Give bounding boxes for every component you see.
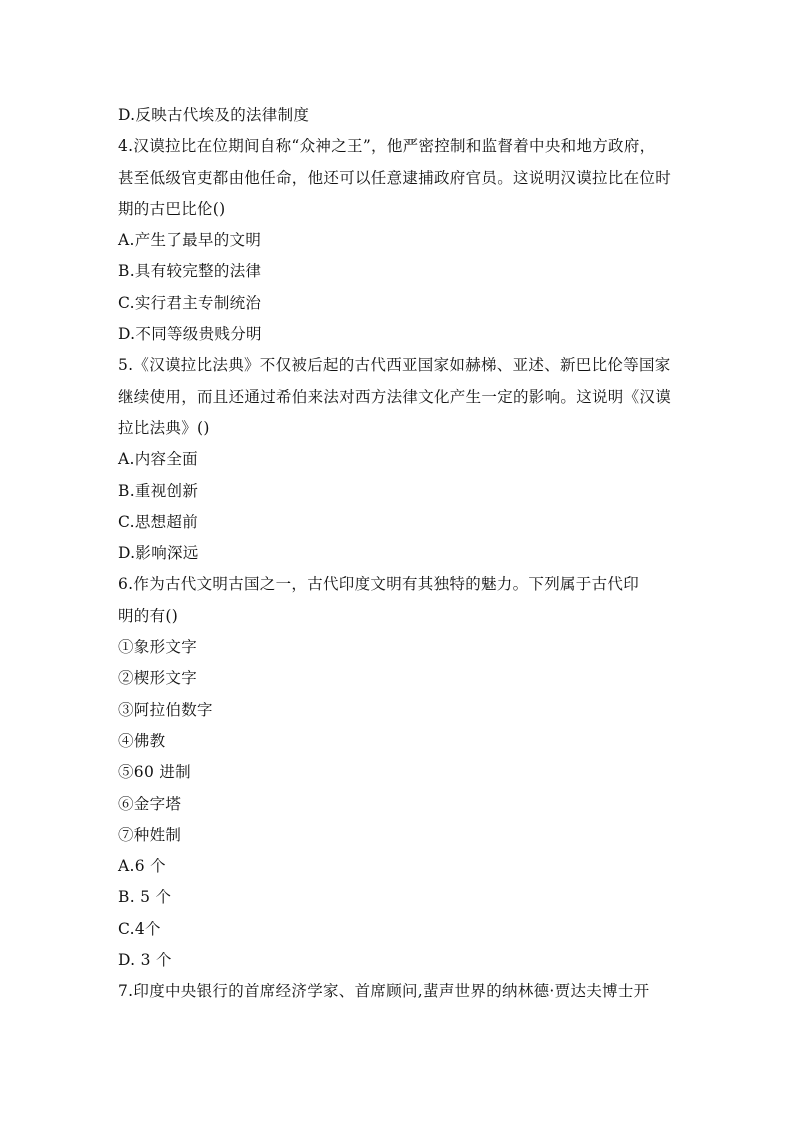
- item-4-q6: ④佛教: [118, 731, 166, 750]
- item-7-q6: ⑦种姓制: [118, 825, 182, 844]
- option-d-q4: D.不同等级贵贱分明: [118, 325, 262, 344]
- option-b-q6: B. 5 个: [118, 888, 172, 907]
- item-2-q6: ②楔形文字: [118, 669, 198, 688]
- item-3-q6: ③阿拉伯数字: [118, 700, 213, 719]
- option-c-q4: C.实行君主专制统治: [118, 293, 262, 312]
- option-c-q6: C.4个: [118, 919, 161, 938]
- option-b-q5: B.重视创新: [118, 481, 199, 500]
- question-5-line-3: 拉比法典》(): [118, 418, 210, 437]
- question-7-line-1: 7.印度中央银行的首席经济学家、首席顾问,蜚声世界的纳林德·贾达夫博士开: [118, 982, 650, 1001]
- item-1-q6: ①象形文字: [118, 638, 198, 657]
- question-5-line-2: 继续使用，而且还通过希伯来法对西方法律文化产生一定的影响。这说明《汉谟: [118, 387, 672, 406]
- question-5-line-1: 5.《汉谟拉比法典》不仅被后起的古代西亚国家如赫梯、亚述、新巴比伦等国家: [118, 356, 671, 375]
- option-a-q4: A.产生了最早的文明: [118, 231, 262, 250]
- item-6-q6: ⑥金字塔: [118, 794, 182, 813]
- document-body: [118, 100, 680, 1008]
- question-4-line-1: 4.汉谟拉比在位期间自称“众神之王”，他严密控制和监督着中央和地方政府，: [118, 137, 656, 156]
- option-d-q5: D.影响深远: [118, 544, 199, 563]
- item-5-q6: ⑤60 进制: [118, 763, 191, 782]
- option-a-q6: A.6 个: [118, 857, 166, 876]
- question-6-line-1: 6.作为古代文明古国之一，古代印度文明有其独特的魅力。下列属于古代印: [118, 575, 639, 594]
- option-d-q6: D. 3 个: [118, 951, 172, 970]
- question-6-line-2: 明的有(): [118, 606, 179, 625]
- option-c-q5: C.思想超前: [118, 512, 199, 531]
- option-d-q3: D.反映古代埃及的法律制度: [118, 106, 310, 124]
- question-4-line-2: 甚至低级官吏都由他任命，他还可以任意逮捕政府官员。这说明汉谟拉比在位时: [118, 168, 672, 187]
- question-4-line-3: 期的古巴比伦(): [118, 199, 226, 218]
- option-a-q5: A.内容全面: [118, 450, 198, 469]
- option-b-q4: B.具有较完整的法律: [118, 262, 262, 281]
